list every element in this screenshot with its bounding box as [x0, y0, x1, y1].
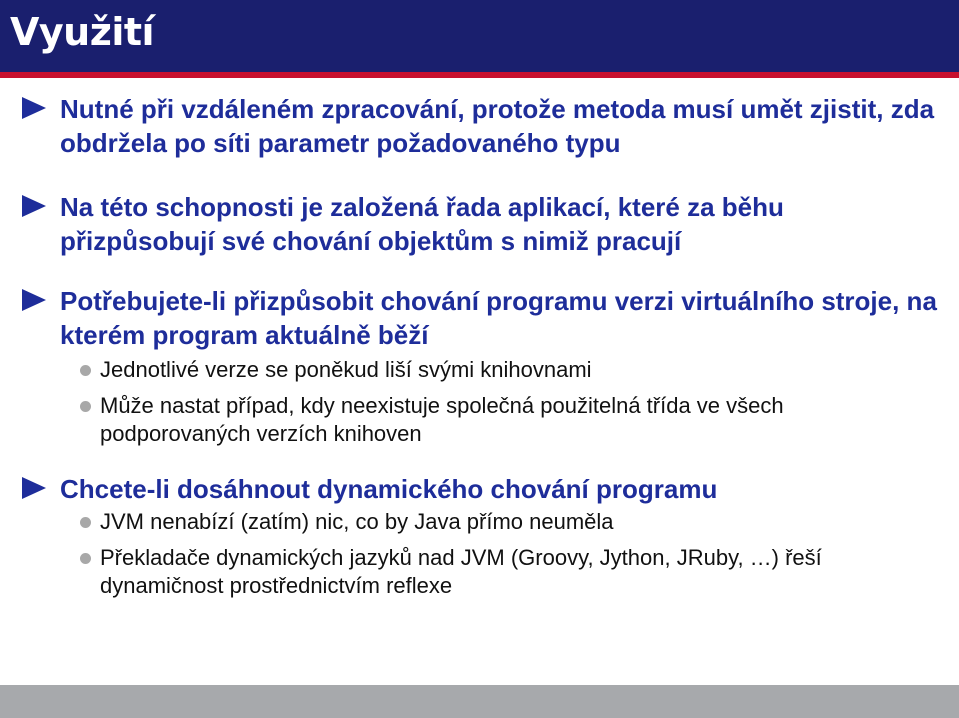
bullet-text: Potřebujete-li přizpůsobit chování programu verzi virtuálního stroje, na kterém program aktuálně běží	[60, 286, 937, 350]
bullet-text: Chcete-li dosáhnout dynamického chování programu	[60, 474, 718, 504]
title-bar	[0, 0, 959, 72]
bullet-item	[20, 284, 940, 352]
sub-bullet-text: Jednotlivé verze se poněkud liší svými knihovnami	[100, 357, 592, 382]
sub-bullet-text: JVM nenabízí (zatím) nic, co by Java přímo neuměla	[100, 509, 614, 534]
bullet-item	[20, 472, 940, 506]
circle-bullet-icon	[80, 365, 91, 376]
slide-title: Využití	[10, 10, 155, 54]
sub-bullet-item	[20, 356, 940, 384]
title-underline	[0, 72, 959, 78]
sub-bullet-text: Může nastat případ, kdy neexistuje společná použitelná třída ve všech podporovaných verzích knihoven	[100, 393, 784, 446]
sub-bullet-item	[20, 508, 940, 536]
footer-bar	[0, 685, 959, 718]
triangle-bullet-icon	[22, 97, 46, 119]
bullet-item	[20, 190, 940, 258]
bullet-text: Nutné při vzdáleném zpracování, protože metoda musí umět zjistit, zda obdržela po síti parametr požadovaného typu	[60, 94, 935, 158]
triangle-bullet-icon	[22, 289, 46, 311]
circle-bullet-icon	[80, 553, 91, 564]
bullet-item	[20, 92, 940, 160]
sub-bullet-item	[20, 392, 940, 448]
sub-bullet-item	[20, 544, 940, 600]
slide-content	[20, 92, 940, 600]
triangle-bullet-icon	[22, 195, 46, 217]
circle-bullet-icon	[80, 517, 91, 528]
triangle-bullet-icon	[22, 477, 46, 499]
bullet-text: Na této schopnosti je založená řada aplikací, které za běhu přizpůsobují své chování objektům s nimiž pracují	[60, 192, 784, 256]
sub-bullet-text: Překladače dynamických jazyků nad JVM (Groovy, Jython, JRuby, …) řeší dynamičnost prostřednictvím reflexe	[100, 545, 822, 598]
circle-bullet-icon	[80, 401, 91, 412]
